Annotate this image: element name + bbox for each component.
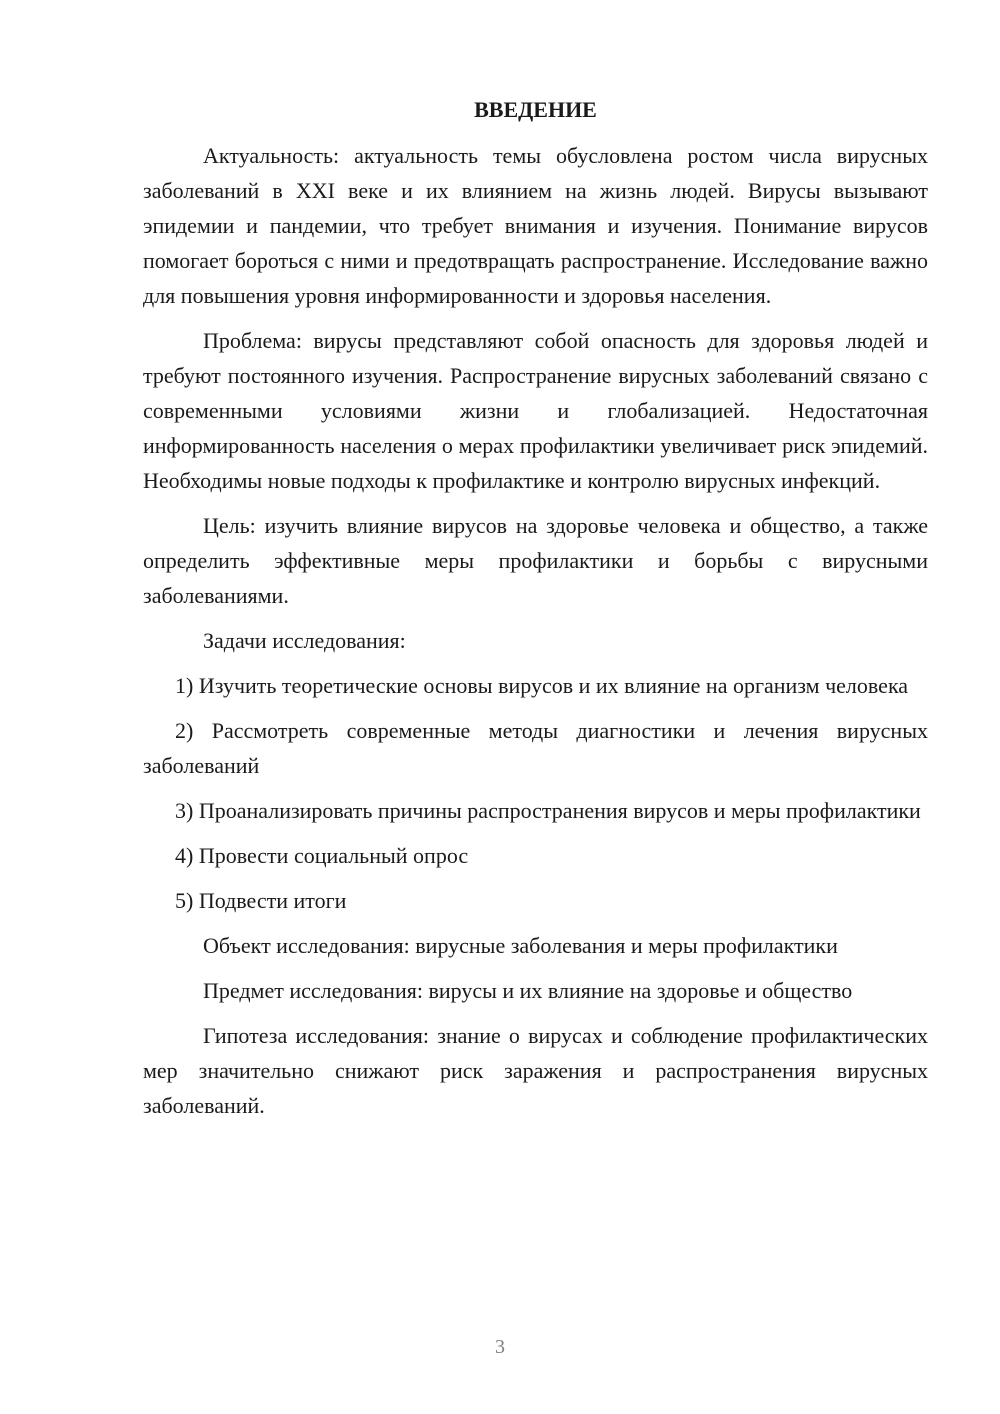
paragraph-object: Объект исследования: вирусные заболевания и меры профилактики bbox=[203, 933, 838, 958]
task-item-3: 3) Проанализировать причины распространения вирусов и меры профилактики bbox=[175, 798, 921, 823]
task-item-1: 1) Изучить теоретические основы вирусов и их влияние на организм человека bbox=[175, 673, 909, 698]
task-item-4: 4) Провести социальный опрос bbox=[175, 843, 469, 868]
task-item-5: 5) Подвести итоги bbox=[175, 888, 347, 913]
paragraph-relevance: Актуальность: актуальность темы обусловлена ростом числа вирусных заболеваний в XXI веке и их влиянием на жизнь людей. Вирусы вызывают эпидемии и пандемии, что требует внимания и изучения. Понимание вирусов помогает бороться с ними и предотвращать распространение. Исследование важно для повышения уровня информированности и здоровья населения. bbox=[143, 143, 928, 308]
page-content bbox=[143, 92, 928, 1133]
task-item-2: 2) Рассмотреть современные методы диагностики и лечения вирусных заболеваний bbox=[143, 718, 928, 778]
paragraph-problem: Проблема: вирусы представляют собой опасность для здоровья людей и требуют постоянного изучения. Распространение вирусных заболеваний связано с современными условиями жизни и глобализацией. Недостаточная информированность населения о мерах профилактики увеличивает риск эпидемий. Необходимы новые подходы к профилактике и контролю вирусных инфекций. bbox=[143, 328, 928, 493]
paragraph-hypothesis: Гипотеза исследования: знание о вирусах и соблюдение профилактических мер значительно снижают риск заражения и распространения вирусных заболеваний. bbox=[143, 1023, 928, 1118]
paragraph-subject: Предмет исследования: вирусы и их влияние на здоровье и общество bbox=[203, 978, 853, 1003]
page-title: ВВЕДЕНИЕ bbox=[474, 97, 597, 122]
paragraph-tasks-heading: Задачи исследования: bbox=[203, 628, 406, 653]
page-number: 3 bbox=[495, 1336, 505, 1358]
paragraph-goal: Цель: изучить влияние вирусов на здоровье человека и общество, а также определить эффективные меры профилактики и борьбы с вирусными заболеваниями. bbox=[143, 513, 928, 608]
